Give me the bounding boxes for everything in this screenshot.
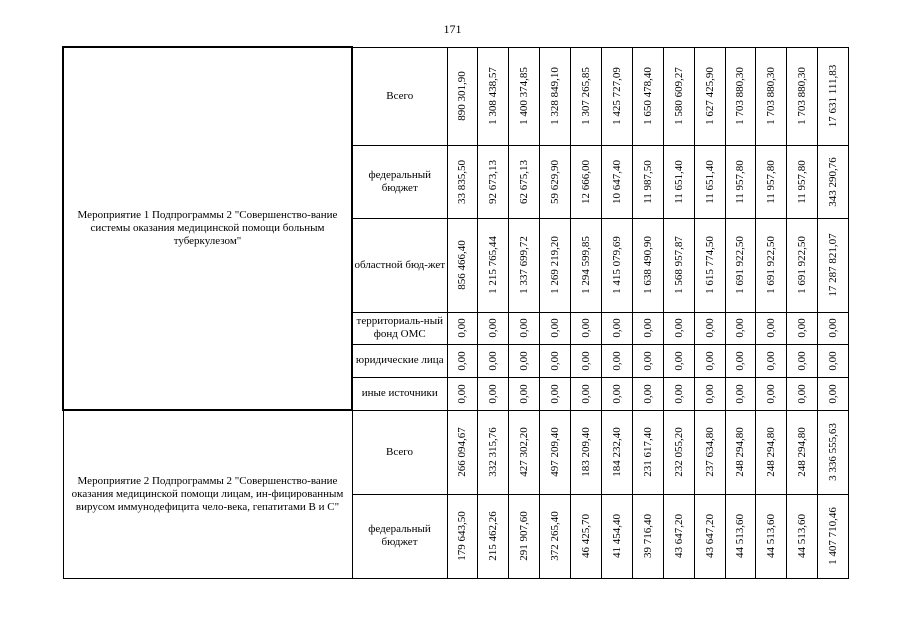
value-cell	[601, 494, 632, 578]
value-cell	[540, 312, 571, 344]
page-number: 171	[443, 22, 462, 36]
value-cell	[509, 47, 540, 145]
value-text: 1 407 710,46	[827, 507, 840, 565]
value-cell	[725, 494, 756, 578]
value-cell	[509, 494, 540, 578]
value-text: 237 634,80	[703, 427, 716, 477]
value-cell	[787, 145, 818, 218]
value-cell	[540, 494, 571, 578]
value-cell	[725, 218, 756, 312]
value-cell	[663, 377, 694, 410]
value-cell	[509, 218, 540, 312]
value-text: 1 627 425,90	[703, 67, 716, 125]
value-cell	[756, 410, 787, 494]
value-cell	[540, 410, 571, 494]
value-text: 1 638 490,90	[641, 236, 654, 294]
funding-source: Всего	[352, 47, 447, 145]
value-cell	[632, 312, 663, 344]
value-text: 62 675,13	[518, 159, 531, 204]
value-cell	[725, 377, 756, 410]
value-text: 0,00	[765, 318, 778, 338]
value-text: 1 337 699,72	[518, 236, 531, 294]
value-cell	[571, 218, 602, 312]
value-cell	[601, 344, 632, 377]
value-text: 0,00	[641, 318, 654, 338]
value-text: 44 513,60	[765, 514, 778, 558]
value-cell	[725, 47, 756, 145]
value-cell	[725, 145, 756, 218]
value-text: 0,00	[765, 383, 778, 404]
value-cell	[663, 47, 694, 145]
value-cell	[632, 377, 663, 410]
value-cell	[478, 410, 509, 494]
event-title: Мероприятие 1 Подпрограммы 2 "Совершенство-вание системы оказания медицинской помощи больным туберкулезом"	[63, 47, 352, 410]
value-cell	[447, 494, 478, 578]
value-text: 1 269 219,20	[549, 236, 562, 294]
funding-source: областной бюд-жет	[352, 218, 447, 312]
value-text: 10 647,40	[610, 159, 623, 204]
value-cell	[478, 145, 509, 218]
value-text: 0,00	[734, 383, 747, 404]
value-cell	[447, 218, 478, 312]
value-text: 0,00	[487, 350, 500, 371]
value-cell	[447, 410, 478, 494]
value-text: 0,00	[827, 350, 840, 371]
value-cell	[725, 344, 756, 377]
value-cell	[818, 218, 849, 312]
value-cell	[540, 218, 571, 312]
value-text: 0,00	[610, 383, 623, 404]
value-cell	[756, 312, 787, 344]
value-cell	[509, 312, 540, 344]
value-cell	[694, 410, 725, 494]
value-text: 372 265,40	[549, 511, 562, 561]
value-cell	[787, 312, 818, 344]
value-cell	[447, 145, 478, 218]
value-cell	[787, 410, 818, 494]
value-cell	[540, 344, 571, 377]
value-text: 0,00	[703, 383, 716, 404]
table-row	[63, 410, 849, 494]
value-cell	[571, 377, 602, 410]
value-text: 1 307 265,85	[580, 67, 592, 125]
value-cell	[756, 47, 787, 145]
value-cell	[478, 312, 509, 344]
value-text: 1 400 374,85	[518, 67, 531, 125]
value-text: 0,00	[518, 383, 531, 404]
value-cell	[818, 410, 849, 494]
value-text: 11 957,80	[765, 159, 778, 204]
value-cell	[447, 377, 478, 410]
value-cell	[478, 377, 509, 410]
value-cell	[632, 47, 663, 145]
value-text: 183 209,40	[580, 427, 592, 477]
value-text: 0,00	[827, 318, 840, 338]
value-cell	[787, 218, 818, 312]
value-cell	[787, 377, 818, 410]
value-text: 184 232,40	[610, 427, 623, 477]
value-text: 1 294 599,85	[580, 236, 592, 294]
value-text: 291 907,60	[518, 511, 531, 561]
value-cell	[509, 145, 540, 218]
value-cell	[694, 494, 725, 578]
value-text: 0,00	[703, 318, 716, 338]
value-cell	[663, 344, 694, 377]
value-cell	[818, 312, 849, 344]
value-text: 1 703 880,30	[796, 67, 809, 125]
value-text: 0,00	[580, 350, 592, 371]
value-cell	[632, 494, 663, 578]
value-text: 890 301,90	[456, 71, 469, 121]
value-cell	[694, 145, 725, 218]
value-text: 0,00	[734, 350, 747, 371]
value-text: 0,00	[549, 350, 562, 371]
value-cell	[694, 312, 725, 344]
value-cell	[663, 312, 694, 344]
funding-source: территориаль-ный фонд ОМС	[352, 312, 447, 344]
value-cell	[725, 410, 756, 494]
value-text: 43 647,20	[703, 514, 716, 558]
value-cell	[478, 47, 509, 145]
funding-source: юридические лица	[352, 344, 447, 377]
value-text: 0,00	[703, 350, 716, 371]
value-text: 0,00	[641, 383, 654, 404]
value-text: 0,00	[549, 383, 562, 404]
value-text: 11 651,40	[703, 159, 716, 204]
value-text: 0,00	[796, 318, 809, 338]
value-cell	[601, 47, 632, 145]
value-cell	[756, 344, 787, 377]
value-cell	[756, 377, 787, 410]
value-text: 179 643,50	[456, 511, 469, 561]
value-text: 11 957,80	[796, 159, 809, 204]
value-cell	[632, 145, 663, 218]
value-text: 39 716,40	[641, 514, 654, 558]
value-cell	[540, 47, 571, 145]
value-text: 0,00	[456, 318, 469, 338]
value-text: 0,00	[456, 350, 469, 371]
value-text: 0,00	[672, 318, 685, 338]
value-cell	[818, 494, 849, 578]
value-text: 1 308 438,57	[487, 67, 500, 125]
value-text: 0,00	[610, 318, 623, 338]
value-text: 231 617,40	[641, 427, 654, 477]
value-cell	[632, 218, 663, 312]
value-text: 1 691 922,50	[796, 236, 809, 294]
value-text: 1 328 849,10	[549, 67, 562, 125]
value-text: 33 835,50	[456, 159, 469, 204]
value-cell	[694, 344, 725, 377]
value-text: 497 209,40	[549, 427, 562, 477]
value-text: 0,00	[518, 350, 531, 371]
funding-source: федеральный бюджет	[352, 145, 447, 218]
value-text: 0,00	[672, 350, 685, 371]
value-text: 0,00	[734, 318, 747, 338]
value-text: 0,00	[456, 383, 469, 404]
value-cell	[601, 410, 632, 494]
value-cell	[694, 377, 725, 410]
value-text: 248 294,80	[765, 427, 778, 477]
value-cell	[571, 145, 602, 218]
value-text: 343 290,76	[827, 156, 840, 207]
value-text: 44 513,60	[796, 514, 809, 558]
value-cell	[601, 377, 632, 410]
value-text: 0,00	[487, 383, 500, 404]
value-cell	[818, 145, 849, 218]
value-cell	[447, 47, 478, 145]
value-text: 1 703 880,30	[765, 67, 778, 125]
value-text: 266 094,67	[456, 427, 469, 477]
value-cell	[540, 377, 571, 410]
value-cell	[756, 145, 787, 218]
event-title: Мероприятие 2 Подпрограммы 2 "Совершенство-вание оказания медицинской помощи лицам, ин-фицированным вирусом иммунодефицита чело-века, гепатитами В и С"	[63, 410, 352, 578]
value-text: 248 294,80	[734, 427, 747, 477]
value-cell	[787, 47, 818, 145]
value-text: 0,00	[765, 350, 778, 371]
value-cell	[571, 47, 602, 145]
value-text: 59 629,90	[549, 159, 562, 204]
funding-source: федеральный бюджет	[352, 494, 447, 578]
value-text: 1 568 957,87	[672, 236, 685, 294]
value-text: 1 615 774,50	[703, 236, 716, 294]
value-cell	[787, 494, 818, 578]
value-text: 0,00	[827, 383, 840, 404]
value-cell	[601, 312, 632, 344]
value-text: 856 466,40	[456, 240, 469, 290]
value-text: 11 651,40	[672, 159, 685, 204]
value-text: 0,00	[610, 350, 623, 371]
value-text: 0,00	[672, 383, 685, 404]
value-cell	[509, 344, 540, 377]
value-cell	[447, 312, 478, 344]
value-text: 11 957,80	[734, 159, 747, 204]
value-text: 0,00	[641, 350, 654, 371]
value-cell	[632, 344, 663, 377]
value-text: 17 631 111,83	[827, 64, 840, 128]
value-text: 44 513,60	[734, 514, 747, 558]
value-text: 1 580 609,27	[672, 67, 685, 125]
funding-source: Всего	[352, 410, 447, 494]
value-cell	[694, 47, 725, 145]
value-cell	[478, 344, 509, 377]
value-text: 0,00	[518, 318, 531, 338]
value-cell	[663, 218, 694, 312]
value-text: 1 691 922,50	[765, 236, 778, 294]
value-cell	[571, 344, 602, 377]
value-cell	[601, 145, 632, 218]
value-cell	[818, 377, 849, 410]
value-cell	[818, 47, 849, 145]
value-text: 0,00	[549, 318, 562, 338]
value-text: 1 650 478,40	[641, 67, 654, 125]
value-text: 427 302,20	[518, 427, 531, 477]
value-cell	[601, 218, 632, 312]
value-cell	[571, 494, 602, 578]
funding-table	[62, 46, 849, 579]
value-cell	[478, 494, 509, 578]
value-text: 92 673,13	[487, 159, 500, 204]
value-cell	[540, 145, 571, 218]
value-cell	[663, 145, 694, 218]
value-text: 215 462,26	[487, 511, 500, 561]
table-row	[63, 47, 849, 145]
value-cell	[447, 344, 478, 377]
value-cell	[725, 312, 756, 344]
value-text: 0,00	[487, 318, 500, 338]
value-text: 43 647,20	[672, 514, 685, 558]
value-text: 46 425,70	[580, 514, 592, 558]
value-cell	[509, 377, 540, 410]
value-text: 1 415 079,69	[610, 236, 623, 294]
value-text: 41 454,40	[610, 514, 623, 558]
value-cell	[787, 344, 818, 377]
value-text: 3 336 555,63	[827, 423, 840, 481]
value-cell	[509, 410, 540, 494]
value-cell	[694, 218, 725, 312]
value-text: 332 315,76	[487, 427, 500, 477]
value-text: 248 294,80	[796, 427, 809, 477]
value-cell	[632, 410, 663, 494]
value-text: 1 425 727,09	[610, 67, 623, 125]
value-text: 1 703 880,30	[734, 67, 747, 125]
table-body	[63, 47, 849, 578]
value-text: 0,00	[580, 383, 592, 404]
value-text: 1 691 922,50	[734, 236, 747, 294]
value-cell	[818, 344, 849, 377]
value-text: 1 215 765,44	[487, 236, 500, 294]
value-cell	[571, 410, 602, 494]
value-text: 17 287 821,07	[827, 233, 840, 297]
value-cell	[478, 218, 509, 312]
value-text: 0,00	[796, 383, 809, 404]
value-text: 232 055,20	[672, 427, 685, 477]
value-text: 12 666,00	[580, 159, 592, 204]
value-cell	[571, 312, 602, 344]
value-text: 0,00	[580, 318, 592, 338]
value-cell	[756, 218, 787, 312]
value-cell	[663, 494, 694, 578]
value-text: 11 987,50	[641, 159, 654, 204]
value-cell	[756, 494, 787, 578]
funding-source: иные источники	[352, 377, 447, 410]
value-text: 0,00	[796, 350, 809, 371]
value-cell	[663, 410, 694, 494]
